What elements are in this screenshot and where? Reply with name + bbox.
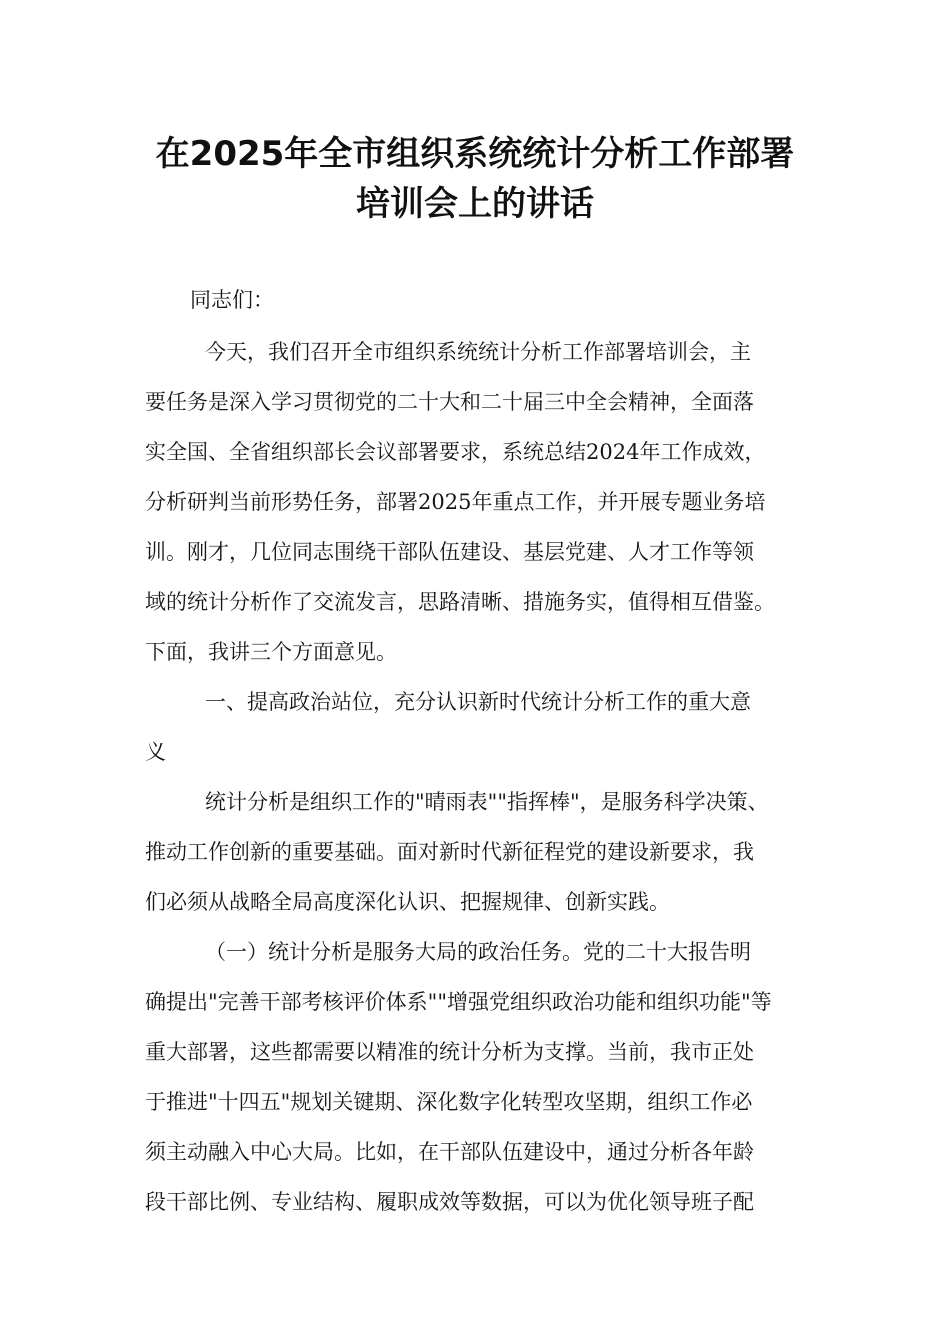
paragraph-line: 们必须从战略全局高度深化认识、把握规律、创新实践。 — [145, 890, 670, 914]
paragraph-line: 训。刚才，几位同志围绕干部队伍建设、基层党建、人才工作等领 — [145, 540, 754, 564]
document-title-line-2: 培训会上的讲话 — [356, 184, 594, 224]
paragraph-line: 实全国、全省组织部长会议部署要求，系统总结2024年工作成效， — [145, 440, 766, 464]
paragraph-line: 重大部署，这些都需要以精准的统计分析为支撑。当前，我市正处 — [145, 1040, 754, 1064]
paragraph-line: 要任务是深入学习贯彻党的二十大和二十届三中全会精神，全面落 — [145, 390, 754, 414]
paragraph-line: 确提出"完善干部考核评价体系""增强党组织政治功能和组织功能"等 — [145, 990, 772, 1014]
salutation: 同志们： — [190, 288, 274, 312]
section-heading-line: 义 — [145, 740, 166, 764]
document-title-line-1: 在2025年全市组织系统统计分析工作部署 — [155, 134, 795, 174]
paragraph-line: 段干部比例、专业结构、履职成效等数据，可以为优化领导班子配 — [145, 1190, 754, 1214]
section-heading-line: 一、提高政治站位，充分认识新时代统计分析工作的重大意 — [205, 690, 751, 714]
paragraph-line: （一）统计分析是服务大局的政治任务。党的二十大报告明 — [205, 940, 751, 964]
paragraph-line: 须主动融入中心大局。比如，在干部队伍建设中，通过分析各年龄 — [145, 1140, 754, 1164]
paragraph-line: 统计分析是组织工作的"晴雨表""指挥棒"，是服务科学决策、 — [205, 790, 769, 814]
paragraph-line: 推动工作创新的重要基础。面对新时代新征程党的建设新要求，我 — [145, 840, 754, 864]
paragraph-line: 域的统计分析作了交流发言，思路清晰、措施务实，值得相互借鉴。 — [145, 590, 775, 614]
paragraph-line: 今天，我们召开全市组织系统统计分析工作部署培训会，主 — [205, 340, 751, 364]
paragraph-line: 于推进"十四五"规划关键期、深化数字化转型攻坚期，组织工作必 — [145, 1090, 753, 1114]
paragraph-line: 下面，我讲三个方面意见。 — [145, 640, 397, 664]
paragraph-line: 分析研判当前形势任务，部署2025年重点工作，并开展专题业务培 — [145, 490, 766, 514]
